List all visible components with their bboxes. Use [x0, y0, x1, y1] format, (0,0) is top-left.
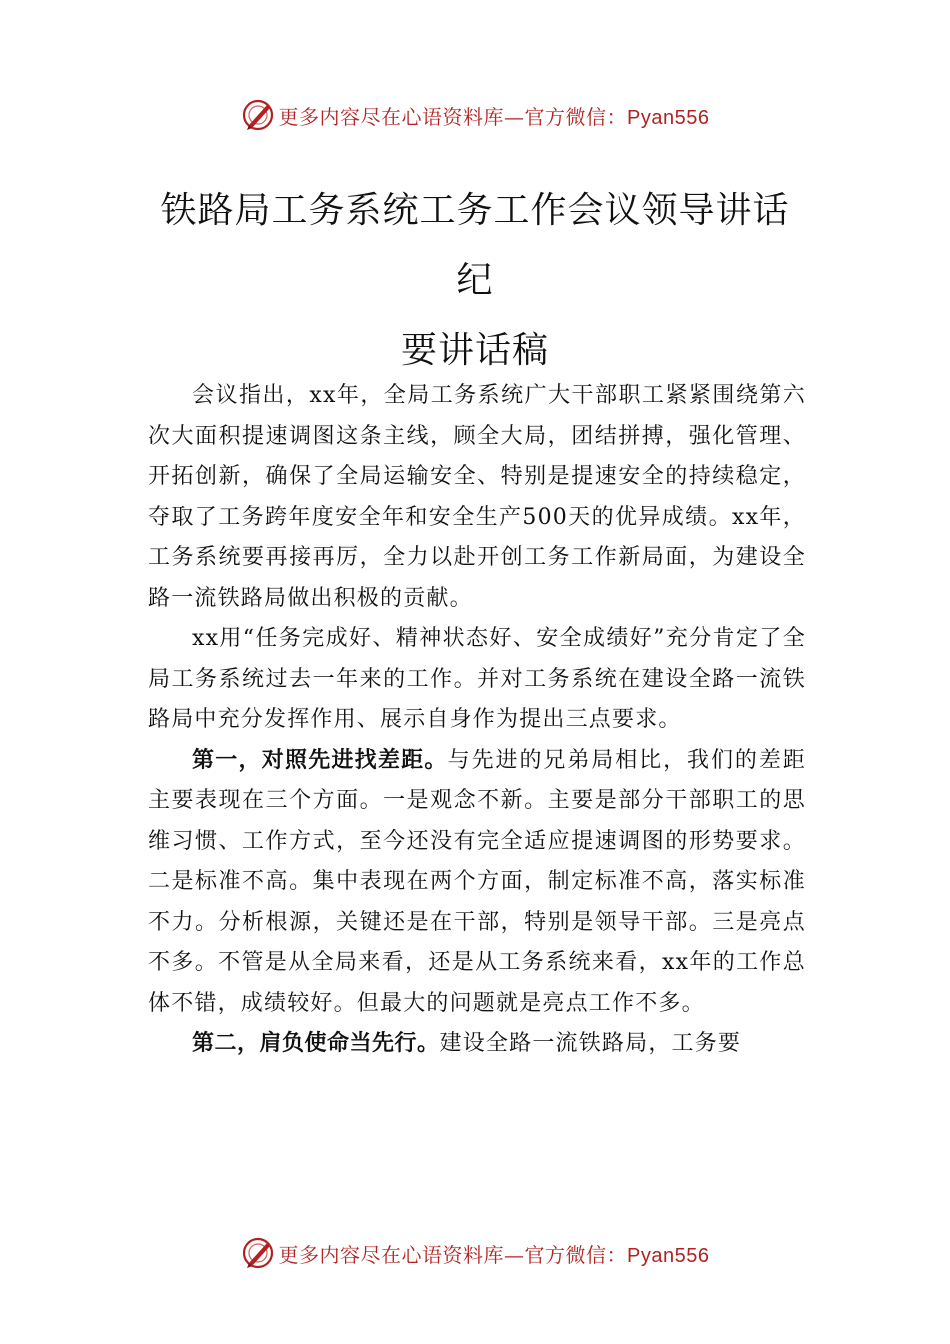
wechat-id: Pyan556 — [627, 106, 710, 129]
document-body — [148, 376, 806, 1065]
watermark-text: 更多内容尽在心语资料库—官方微信：Pyan556 — [278, 1242, 710, 1267]
paragraph-2: xx用“任务完成好、精神状态好、安全成绩好”充分肯定了全局工务系统过去一年来的工作。并对工务系统在建设全路一流铁路局中充分发挥作用、展示自身作为提出三点要求。 — [148, 626, 806, 732]
watermark-banner-bottom — [0, 1233, 950, 1273]
wechat-id: Pyan556 — [627, 1244, 710, 1267]
paragraph-1: 会议指出，xx年，全局工务系统广大干部职工紧紧围绕第六次大面积提速调图这条主线，顾全大局，团结拼搏，强化管理、开拓创新，确保了全局运输安全、特别是提速安全的持续稳定，夺取了工务跨年度安全年和安全生产500天的优异成绩。xx年，工务系统要再接再厉，全力以赴开创工务工作新局面，为建设全路一流铁路局做出积极的贡献。 — [148, 383, 806, 611]
document-title — [150, 176, 800, 386]
watermark-text: 更多内容尽在心语资料库—官方微信：Pyan556 — [278, 104, 710, 129]
paragraph-4-lead: 第二，肩负使命当先行。 — [192, 1031, 440, 1056]
paragraph-4: 第二，肩负使命当先行。建设全路一流铁路局，工务要 — [192, 1031, 742, 1056]
watermark-banner-top — [0, 95, 950, 135]
paragraph-3-lead: 第一，对照先进找差距。 — [192, 747, 448, 773]
title-line-2: 要讲话稿 — [400, 330, 549, 371]
pen-seal-logo-icon — [241, 98, 275, 132]
title-line-1: 铁路局工务系统工务工作会议领导讲话纪 — [160, 190, 790, 301]
paragraph-3: 第一，对照先进找差距。与先进的兄弟局相比，我们的差距主要表现在三个方面。一是观念不新。主要是部分干部职工的思维习惯、工作方式，至今还没有完全适应提速调图的形势要求。二是标准不高。集中表现在两个方面，制定标准不高，落实标准不力。分析根源，关键还是在干部，特别是领导干部。三是亮点不多。不管是从全局来看，还是从工务系统来看，xx年的工作总体不错，成绩较好。但最大的问题就是亮点工作不多。 — [148, 747, 806, 1016]
pen-seal-logo-icon — [241, 1236, 275, 1270]
